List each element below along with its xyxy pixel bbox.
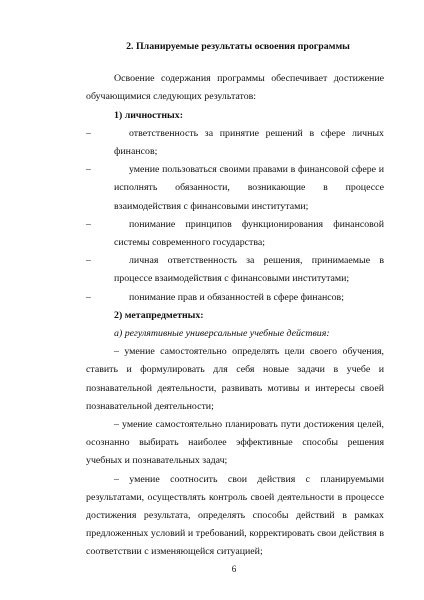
list-item [86, 125, 384, 161]
dash-marker: – [86, 127, 91, 139]
dash-marker: – [86, 218, 91, 230]
list-item-text: ответственность за принятие решений в сфере личных финансов; [114, 127, 384, 158]
list-item [86, 252, 384, 288]
list-item [86, 289, 384, 307]
regulatory-actions-subheading: а) регулятивные универсальные учебные действия: [114, 328, 330, 340]
list-item-text: умение пользоваться своими правами в финансовой сфере и исполнять обязанности, возникающие в процессе взаимодействия с финансовыми институтами; [114, 164, 384, 212]
personal-results-list [86, 125, 384, 307]
personal-results-heading: 1) личностных: [114, 109, 183, 121]
list-item-text: личная ответственность за решения, принимаемые в процессе взаимодействия с финансовыми институтами; [114, 255, 384, 285]
regulatory-paragraph: – умение самостоятельно планировать пути достижения целей, осознанно выбирать наиболее эффективные способы решения учебных и познавательных задач; [86, 419, 384, 467]
regulatory-paragraph: – умение самостоятельно определять цели своего обучения, ставить и формулировать для себя новые задачи в учебе и познавательной деятельности, развивать мотивы и интересы своей познавательной деятельности; [86, 346, 384, 412]
section-title: 2. Планируемые результаты освоения программы [126, 41, 350, 52]
intro-paragraph: Освоение содержания программы обеспечивает достижение обучающимися следующих результатов: [86, 73, 384, 103]
dash-marker: – [86, 164, 91, 176]
list-item-text: понимание прав и обязанностей в сфере финансов; [129, 291, 344, 303]
list-item-text: понимание принципов функционирования финансовой системы современного государства; [114, 218, 384, 249]
metasubject-results-heading: 2) метапредметных: [114, 309, 204, 321]
list-item [86, 161, 384, 216]
dash-marker: – [86, 255, 91, 267]
list-item [86, 216, 384, 252]
dash-marker: – [86, 291, 91, 303]
regulatory-paragraph: – умение соотносить свои действия с планируемыми результатами, осуществлять контроль своей деятельности в процессе достижения результата, определять способы действий в рамках предложенных условий и требований, корректировать свои действия в соответствии с изменяющейся ситуацией; [86, 473, 384, 558]
page-number: 6 [231, 564, 237, 574]
